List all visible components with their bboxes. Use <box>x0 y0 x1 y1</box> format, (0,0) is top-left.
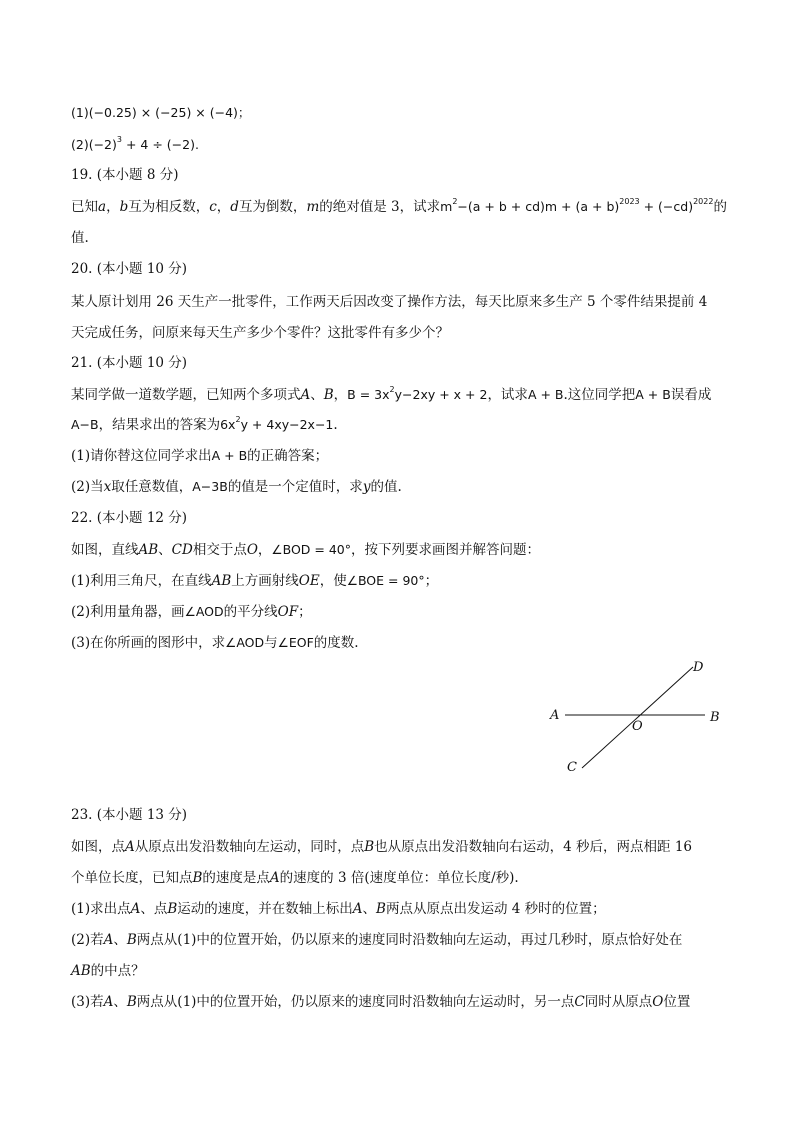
q21-heading: 21. (本小题 10 分) <box>71 355 188 371</box>
q22-heading: 22. (本小题 12 分) <box>71 510 188 526</box>
q19-text: 已知a，b互为相反数，c，d互为倒数，m的绝对值是 3，试求$m^2-(a + b + cd)m + (a + b)^{2023} + (-cd)^{2022}$的 <box>71 196 727 215</box>
label-d: D <box>693 660 704 675</box>
label-a: A <box>550 708 560 723</box>
q22-part2: (2)利用量角器，画∠AOD的平分线OF； <box>71 604 312 620</box>
q20-heading: 20. (本小题 10 分) <box>71 261 188 277</box>
q23-text-line2: 个单位长度，已知点B的速度是点A的速度的 3 倍(速度单位：单位长度/秒). <box>71 870 519 886</box>
q20-text-line1: 某人原计划用 26 天生产一批零件，工作两天后因改变了操作方法，每天比原来多生产 5 个零件结果提前 4 <box>71 294 708 310</box>
q22-text-line1: 如图，直线AB、CD相交于点O，∠BOD = 40°，按下列要求画图并解答问题： <box>71 542 541 558</box>
q23-text-line1: 如图，点A从原点出发沿数轴向左运动，同时，点B也从原点出发沿数轴向右运动，4 秒后，两点相距 16 <box>71 839 693 855</box>
q23-part3: (3)若A、B两点从(1)中的位置开始，仍以原来的速度同时沿数轴向左运动时，另一点C同时从原点O位置 <box>71 994 691 1010</box>
q20-text-line2: 天完成任务，问原来每天生产多少个零件？这批零件有多少个？ <box>71 325 449 341</box>
q23-part2: (2)若A、B两点从(1)中的位置开始，仍以原来的速度同时沿数轴向左运动，再过几秒时，原点恰好处在 <box>71 932 683 948</box>
label-b: B <box>710 710 720 725</box>
q23-heading: 23. (本小题 13 分) <box>71 807 188 823</box>
q23-part2-line2: AB的中点？ <box>71 963 145 979</box>
q18-part2 <box>71 136 199 154</box>
label-o: O <box>632 719 643 734</box>
q18-part2-expression: $(2)(-2)^3 + 4 \div (-2)$. <box>71 134 199 152</box>
line-cd <box>582 667 693 768</box>
q19-expression: $m^2-(a + b + cd)m + (a + b)^{2023} + (-cd)^{2022}$ <box>440 196 714 214</box>
q22-part3: (3)在你所画的图形中，求∠AOD与∠EOF的度数. <box>71 635 359 651</box>
q23-part1: (1)求出点A、点B运动的速度，并在数轴上标出A、B两点从原点出发运动 4 秒时的位置； <box>71 901 606 917</box>
q22-part1: (1)利用三角尺，在直线AB上方画射线OE，使∠BOE = 90°； <box>71 573 439 589</box>
label-c: C <box>567 760 577 775</box>
q21-text-line1: 某同学做一道数学题，已知两个多项式A、B，$B = 3x^2y-2xy + x + 2$，试求A + B.这位同学把A + B误看成 <box>71 384 712 403</box>
q19-heading: 19. (本小题 8 分) <box>71 167 179 183</box>
q21-part2: (2)当x取任意数值，A−3B的值是一个定值时，求y的值. <box>71 479 402 495</box>
q19-text-line2: 值. <box>71 230 89 246</box>
q18-part1-expression: (1)(−0.25) × (−25) × (−4)； <box>71 105 251 120</box>
q22-intersecting-lines-figure <box>540 655 730 780</box>
q21-part1: (1)请你替这位同学求出A + B的正确答案； <box>71 448 329 464</box>
q21-text-line2: A−B，结果求出的答案为$6x^2y + 4xy-2x-1$. <box>71 414 338 433</box>
q18-part1 <box>71 104 250 122</box>
